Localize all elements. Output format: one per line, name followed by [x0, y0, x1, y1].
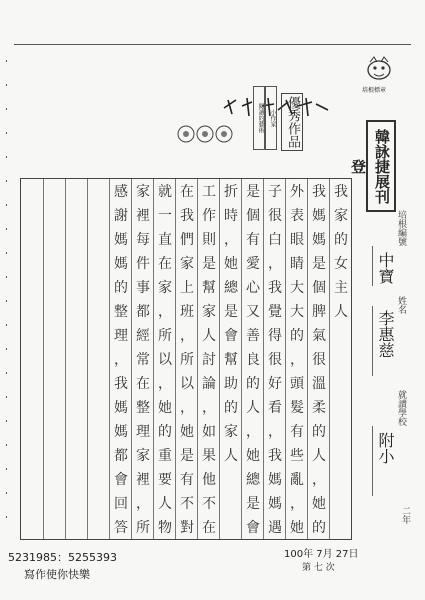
contact-phone: 5231985：5255393 [8, 551, 117, 564]
name-value: 李惠慈 [376, 310, 395, 358]
grid-cell [44, 395, 66, 419]
grid-column [329, 179, 351, 539]
grid-cell [88, 275, 110, 299]
grid-cell: 好 [268, 376, 282, 392]
grid-column [109, 179, 131, 539]
grid-cell: 我 [268, 448, 282, 464]
grid-column [307, 179, 329, 539]
grid-cell: 以 [180, 376, 194, 392]
grid-cell [44, 491, 66, 515]
grid-cell [88, 419, 110, 443]
grid-cell [44, 443, 66, 467]
grid-cell: 溫 [312, 376, 326, 392]
grid-cell: 裡 [136, 208, 150, 224]
grid-cell [66, 443, 88, 467]
grid-cell [21, 323, 43, 347]
grid-cell: 得 [268, 328, 282, 344]
grid-cell: 子 [268, 184, 282, 200]
grid-cell: 常 [136, 352, 150, 368]
grid-cell: 一 [158, 208, 172, 224]
grid-cell: 表 [290, 208, 304, 224]
grid-cell: 們 [180, 232, 194, 248]
school-name-underline [372, 426, 373, 496]
grid-cell: ， [224, 232, 238, 248]
grid-cell: 就 [158, 184, 172, 200]
grid-cell: 在 [136, 376, 150, 392]
student-info [356, 210, 416, 550]
grid-cell [88, 251, 110, 275]
grid-cell: 眼 [290, 232, 304, 248]
grid-cell: 工 [202, 184, 216, 200]
badge-young-writer: 小作家 [265, 86, 277, 150]
grid-cell: 氣 [312, 328, 326, 344]
grid-cell: 她 [224, 256, 238, 272]
grid-cell: ， [268, 424, 282, 440]
grid-cell: 柔 [312, 400, 326, 416]
grid-cell: 個 [312, 280, 326, 296]
grid-cell [66, 347, 88, 371]
grid-cell: 在 [180, 184, 194, 200]
grid-cell [88, 323, 110, 347]
grid-cell: 幫 [202, 280, 216, 296]
grid-cell [220, 491, 242, 515]
grid-cell: 在 [202, 520, 216, 536]
school-name-value: 附小 [376, 432, 395, 464]
grid-cell: 又 [246, 304, 260, 320]
grid-cell: 折 [224, 184, 238, 200]
grid-cell [44, 179, 66, 203]
grid-cell: 看 [268, 400, 282, 416]
grid-cell: 的 [312, 424, 326, 440]
grid-cell [44, 515, 66, 539]
grid-cell: 亂 [290, 472, 304, 488]
grid-cell [44, 323, 66, 347]
grid-cell: 物 [158, 520, 172, 536]
grid-cell: 班 [180, 304, 194, 320]
grid-cell: 會 [246, 520, 260, 536]
school-name-label: 就讀學校 [396, 390, 406, 426]
excellent-work-badge: 優秀作品 [281, 93, 303, 151]
grid-cell: ， [268, 256, 282, 272]
grid-cell [66, 227, 88, 251]
grid-cell: 會 [114, 472, 128, 488]
grid-cell: 如 [202, 424, 216, 440]
grid-cell [66, 419, 88, 443]
grid-cell [21, 419, 43, 443]
grid-cell: 時 [224, 208, 238, 224]
grid-cell: 所 [136, 520, 150, 536]
grid-cell: 媽 [312, 232, 326, 248]
grid-cell: 媽 [268, 496, 282, 512]
grid-cell: 人 [158, 496, 172, 512]
grid-cell [44, 299, 66, 323]
grid-cell: 的 [114, 280, 128, 296]
grid-cell: 大 [290, 280, 304, 296]
school-value: 中寶 [376, 252, 395, 284]
grid-cell [21, 371, 43, 395]
grid-cell: 果 [202, 448, 216, 464]
grid-cell [88, 203, 110, 227]
grid-cell [88, 395, 110, 419]
grid-cell [88, 515, 110, 539]
grid-cell [88, 467, 110, 491]
grid-cell: 謝 [114, 208, 128, 224]
grid-column [65, 179, 87, 539]
grid-cell: 的 [158, 424, 172, 440]
grid-cell: 裡 [136, 472, 150, 488]
mascot-caption: 培根標章 [362, 87, 387, 94]
grid-cell [21, 179, 43, 203]
name-underline [372, 306, 373, 376]
grid-cell: 家 [136, 184, 150, 200]
grid-cell: 有 [180, 472, 194, 488]
grid-cell: 的 [224, 400, 238, 416]
grid-cell [66, 203, 88, 227]
grid-cell: 有 [290, 424, 304, 440]
grid-cell: 覺 [268, 304, 282, 320]
grid-cell: 上 [180, 280, 194, 296]
grid-cell: ， [136, 496, 150, 512]
grid-cell: 所 [180, 352, 194, 368]
grid-cell [44, 371, 66, 395]
grid-cell: 我 [312, 184, 326, 200]
grid-cell: 都 [114, 448, 128, 464]
grid-cell [44, 419, 66, 443]
grid-cell: 理 [136, 424, 150, 440]
grid-cell: 白 [268, 232, 282, 248]
grid-cell [66, 179, 88, 203]
grid-cell: ， [246, 424, 260, 440]
grid-cell: ， [158, 376, 172, 392]
grid-cell [66, 275, 88, 299]
grid-cell: ， [290, 496, 304, 512]
grid-cell [66, 299, 88, 323]
grid-cell [88, 347, 110, 371]
grid-cell: 很 [268, 208, 282, 224]
grid-cell [330, 443, 352, 467]
grid-cell [88, 491, 110, 515]
grid-cell: 愛 [246, 256, 260, 272]
grid-column [263, 179, 285, 539]
grid-cell: 會 [224, 328, 238, 344]
header-rule [14, 44, 411, 45]
grid-cell: 是 [180, 448, 194, 464]
grid-cell: 她 [158, 400, 172, 416]
grid-cell: 則 [202, 232, 216, 248]
grid-cell [21, 443, 43, 467]
grid-cell: 她 [290, 520, 304, 536]
grid-cell [44, 467, 66, 491]
grid-cell: ， [158, 304, 172, 320]
grid-cell: 助 [224, 376, 238, 392]
grid-column [21, 179, 43, 539]
grid-cell: 她 [180, 424, 194, 440]
grid-cell: 家 [334, 208, 348, 224]
grid-cell: 是 [246, 496, 260, 512]
grid-cell: 要 [158, 472, 172, 488]
grid-cell: 睛 [290, 256, 304, 272]
grid-cell: ， [202, 400, 216, 416]
grid-cell [330, 515, 352, 539]
grid-cell [66, 251, 88, 275]
grid-cell: 不 [202, 496, 216, 512]
grid-cell: ， [180, 328, 194, 344]
grid-cell [66, 491, 88, 515]
grid-cell: 的 [290, 328, 304, 344]
grid-cell [330, 491, 352, 515]
grid-cell: 理 [114, 328, 128, 344]
grid-cell: 的 [334, 232, 348, 248]
grid-cell: 人 [224, 448, 238, 464]
grid-cell: 以 [158, 352, 172, 368]
grid-cell: 回 [114, 496, 128, 512]
grid-cell: 媽 [268, 472, 282, 488]
grid-cell: ， [290, 352, 304, 368]
grid-cell [21, 347, 43, 371]
essay-date: 100年 7月 27日 [284, 549, 359, 560]
grid-cell: 人 [246, 400, 260, 416]
grid-cell [330, 467, 352, 491]
grid-cell: 重 [158, 448, 172, 464]
grid-cell [330, 419, 352, 443]
grid-cell [21, 467, 43, 491]
grid-cell: 是 [202, 256, 216, 272]
grid-cell [44, 227, 66, 251]
grid-cell: 家 [224, 424, 238, 440]
grid-column [197, 179, 219, 539]
grid-cell: 頭 [290, 376, 304, 392]
grid-column [43, 179, 65, 539]
grid-column [131, 179, 153, 539]
grid-column [241, 179, 263, 539]
grid-cell: 不 [180, 496, 194, 512]
flower-stamp-icon [176, 122, 234, 146]
grid-cell [330, 395, 352, 419]
name-label: 姓名 [396, 296, 406, 314]
grid-cell: 遇 [268, 520, 282, 536]
grid-cell: 家 [180, 256, 194, 272]
grid-cell [88, 371, 110, 395]
grid-cell [66, 371, 88, 395]
grid-cell: 媽 [312, 208, 326, 224]
grid-cell: 人 [312, 448, 326, 464]
grid-cell: 有 [246, 232, 260, 248]
grid-cell [21, 275, 43, 299]
grid-cell: 是 [246, 184, 260, 200]
grid-cell: 作 [202, 208, 216, 224]
grid-cell: 媽 [114, 400, 128, 416]
grid-cell: 我 [268, 280, 282, 296]
grid-cell: 論 [202, 376, 216, 392]
grid-cell [21, 203, 43, 227]
grid-column [87, 179, 109, 539]
grid-cell: 家 [202, 304, 216, 320]
essay-issue: 第 七 次 [302, 563, 335, 573]
grid-cell: 她 [246, 448, 260, 464]
grid-cell [44, 203, 66, 227]
grid-cell: 外 [290, 184, 304, 200]
grid-cell: 媽 [114, 424, 128, 440]
grid-cell: 總 [224, 280, 238, 296]
grid-cell: 是 [224, 304, 238, 320]
grid-cell: 大 [290, 304, 304, 320]
grid-cell: 家 [158, 280, 172, 296]
grid-cell: 在 [158, 256, 172, 272]
school-underline [372, 246, 373, 286]
grid-cell: 經 [136, 328, 150, 344]
grid-cell [44, 251, 66, 275]
grid-cell: 整 [136, 400, 150, 416]
grid-cell: 的 [312, 520, 326, 536]
grid-cell: 我 [114, 376, 128, 392]
grid-cell: ， [114, 352, 128, 368]
grid-column [153, 179, 175, 539]
grid-cell: 很 [312, 352, 326, 368]
grid-cell: 個 [246, 208, 260, 224]
grid-cell [330, 347, 352, 371]
grid-cell [220, 515, 242, 539]
grid-column [219, 179, 241, 539]
grid-cell [66, 395, 88, 419]
grid-cell [44, 347, 66, 371]
slogan: 寫作使你快樂 [24, 568, 90, 581]
grid-column [285, 179, 307, 539]
grid-cell: 總 [246, 472, 260, 488]
grid-cell [21, 299, 43, 323]
grade-value: 二年 [400, 506, 410, 524]
grid-cell: 善 [246, 328, 260, 344]
grid-cell [44, 275, 66, 299]
grid-cell: 她 [312, 496, 326, 512]
mascot-icon [364, 54, 394, 82]
grid-cell: 事 [136, 280, 150, 296]
grid-cell [66, 323, 88, 347]
grid-cell [88, 299, 110, 323]
grid-cell: 感 [114, 184, 128, 200]
grid-cell: 些 [290, 448, 304, 464]
school-label: 培根編號 [396, 210, 406, 246]
grid-cell: 對 [180, 520, 194, 536]
grid-cell: 是 [312, 256, 326, 272]
writing-grid [20, 178, 352, 540]
grid-cell: 女 [334, 256, 348, 272]
grid-cell [21, 251, 43, 275]
grid-cell [88, 179, 110, 203]
grid-cell: 件 [136, 256, 150, 272]
grid-cell [330, 371, 352, 395]
grid-cell: 人 [202, 328, 216, 344]
grid-cell: 討 [202, 352, 216, 368]
grid-cell [21, 491, 43, 515]
grid-cell: 我 [180, 208, 194, 224]
grid-cell: ， [312, 472, 326, 488]
grid-cell: 所 [158, 328, 172, 344]
grid-cell: 媽 [114, 232, 128, 248]
grid-cell [88, 443, 110, 467]
grid-cell [220, 467, 242, 491]
grid-cell: 每 [136, 232, 150, 248]
grid-cell: 都 [136, 304, 150, 320]
grid-cell: 髮 [290, 400, 304, 416]
edge-ticks [6, 60, 7, 540]
grid-cell: 整 [114, 304, 128, 320]
grid-cell [66, 467, 88, 491]
grid-cell [66, 515, 88, 539]
grid-cell [21, 395, 43, 419]
grid-cell: 的 [246, 376, 260, 392]
grid-cell: 主 [334, 280, 348, 296]
grid-cell: 良 [246, 352, 260, 368]
grid-cell: 心 [246, 280, 260, 296]
grid-cell: 媽 [114, 256, 128, 272]
teacher-mark-icon [222, 96, 332, 118]
publication-title: 韓詠捷展刊登 [366, 120, 396, 212]
grid-cell: 人 [334, 304, 348, 320]
grid-cell [330, 323, 352, 347]
grid-cell: 很 [268, 352, 282, 368]
grid-cell: 脾 [312, 304, 326, 320]
grid-cell [21, 227, 43, 251]
grid-cell: 答 [114, 520, 128, 536]
grid-cell: 幫 [224, 352, 238, 368]
grid-cell: ， [180, 400, 194, 416]
grid-cell: 直 [158, 232, 172, 248]
grid-column [175, 179, 197, 539]
grid-cell [88, 227, 110, 251]
grid-cell: 他 [202, 472, 216, 488]
grid-cell [21, 515, 43, 539]
grid-cell: 家 [136, 448, 150, 464]
grid-cell: 我 [334, 184, 348, 200]
badge-reading-art: 閱讀的藝術 [253, 86, 265, 150]
